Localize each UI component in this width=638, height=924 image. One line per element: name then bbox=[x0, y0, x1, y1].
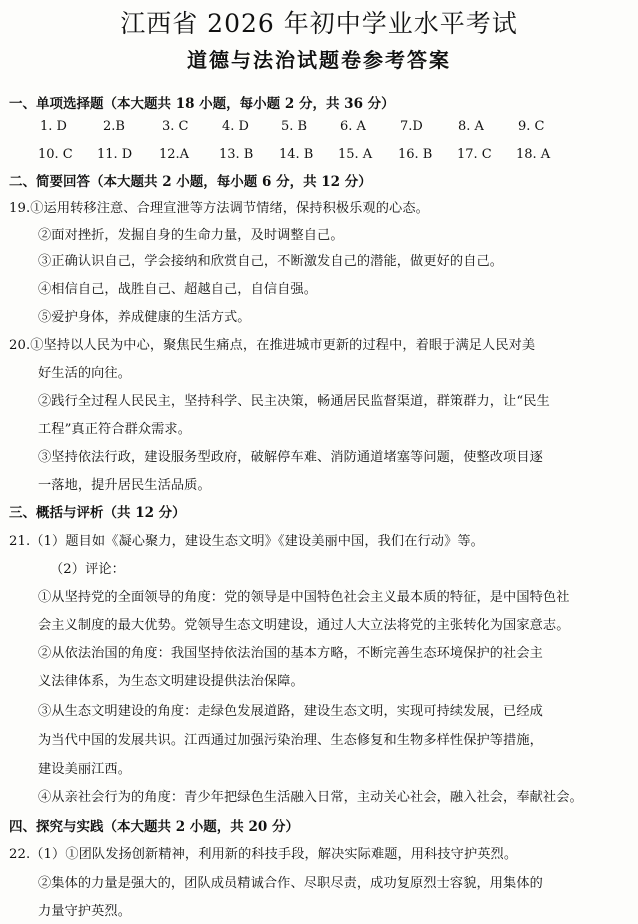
answer-line: 22.（1）①团队发扬创新精神，利用新的科技手段，解决实际难题，用科技守护英烈。 bbox=[9, 847, 518, 862]
answer-line: 力量守护英烈。 bbox=[38, 904, 132, 919]
answer-cell: 17. C bbox=[457, 147, 492, 162]
answer-line: ②面对挫折，发掘自身的生命力量，及时调整自己。 bbox=[38, 228, 344, 243]
answer-cell: 14. B bbox=[279, 147, 314, 162]
answer-line: 20.①坚持以人民为中心，聚焦民生痛点，在推进城市更新的过程中，着眼于满足人民对美 bbox=[9, 338, 536, 353]
answer-line: 会主义制度的最大优势。党领导生态文明建设，通过人大立法将党的主张转化为国家意志。 bbox=[38, 618, 570, 633]
answer-cell: 2.B bbox=[103, 119, 125, 134]
answer-cell: 10. C bbox=[38, 147, 73, 162]
page-title: 江西省 2026 年初中学业水平考试 bbox=[120, 9, 518, 38]
answer-line: 建设美丽江西。 bbox=[38, 762, 132, 777]
page-subtitle: 道德与法治试题卷参考答案 bbox=[187, 48, 451, 72]
answer-cell: 7.D bbox=[400, 119, 423, 134]
answer-line: ④从亲社会行为的角度：青少年把绿色生活融入日常，主动关心社会，融入社会，奉献社会。 bbox=[38, 790, 583, 805]
section-heading-explore: 四、探究与实践（本大题共 2 小题，共 20 分） bbox=[9, 819, 299, 835]
answer-line: 为当代中国的发展共识。江西通过加强污染治理、生态修复和生物多样性保护等措施， bbox=[38, 733, 543, 748]
answer-line: ①从坚持党的全面领导的角度：党的领导是中国特色社会主义最本质的特征，是中国特色社 bbox=[38, 590, 570, 605]
answer-line: ⑤爱护身体，养成健康的生活方式。 bbox=[38, 310, 251, 325]
answer-cell: 11. D bbox=[97, 147, 133, 162]
answer-line: ③正确认识自己，学会接纳和欣赏自己，不断激发自己的潜能，做更好的自己。 bbox=[38, 254, 504, 269]
answer-cell: 1. D bbox=[40, 119, 67, 134]
answer-line: ②集体的力量是强大的，团队成员精诚合作、尽职尽责，成功复原烈士容貌，用集体的 bbox=[38, 876, 543, 891]
answer-line: ④相信自己，战胜自己、超越自己，自信自强。 bbox=[38, 282, 318, 297]
answer-cell: 8. A bbox=[458, 119, 484, 134]
answer-line: ②从依法治国的角度：我国坚持依法治国的基本方略，不断完善生态环境保护的社会主 bbox=[38, 646, 543, 661]
answer-line: ③坚持依法行政，建设服务型政府，破解停车难、消防通道堵塞等问题，使整改项目逐 bbox=[38, 450, 543, 465]
answer-cell: 12.A bbox=[159, 147, 190, 162]
answer-cell: 4. D bbox=[222, 119, 249, 134]
section-heading-short: 二、简要回答（本大题共 2 小题，每小题 6 分，共 12 分） bbox=[9, 174, 372, 190]
answer-cell: 5. B bbox=[281, 119, 308, 134]
answer-line: 义法律体系，为生态文明建设提供法治保障。 bbox=[38, 674, 304, 689]
answer-line: 一落地，提升居民生活品质。 bbox=[38, 478, 211, 493]
answer-cell: 18. A bbox=[516, 147, 551, 162]
answer-cell: 3. C bbox=[162, 119, 189, 134]
answer-line: （2）评论： bbox=[50, 562, 125, 577]
answer-cell: 15. A bbox=[338, 147, 373, 162]
answer-line: 好生活的向往。 bbox=[38, 366, 132, 381]
answer-line: ③从生态文明建设的角度：走绿色发展道路，建设生态文明，实现可持续发展，已经成 bbox=[38, 704, 543, 719]
answer-line: 工程”真正符合群众需求。 bbox=[38, 422, 192, 437]
answer-cell: 16. B bbox=[398, 147, 433, 162]
answer-line: ②践行全过程人民民主，坚持科学、民主决策，畅通居民监督渠道，群策群力，让“民生 bbox=[38, 394, 550, 409]
answer-line: 21.（1）题目如《凝心聚力，建设生态文明》《建设美丽中国，我们在行动》等。 bbox=[9, 534, 484, 549]
answer-line: 19.①运用转移注意、合理宣泄等方法调节情绪，保持积极乐观的心态。 bbox=[9, 201, 429, 216]
section-heading-choice: 一、单项选择题（本大题共 18 小题，每小题 2 分，共 36 分） bbox=[9, 96, 395, 112]
answer-cell: 9. C bbox=[518, 119, 545, 134]
answer-cell: 13. B bbox=[219, 147, 254, 162]
section-heading-evaluate: 三、概括与评析（共 12 分） bbox=[9, 505, 186, 521]
answer-cell: 6. A bbox=[340, 119, 366, 134]
